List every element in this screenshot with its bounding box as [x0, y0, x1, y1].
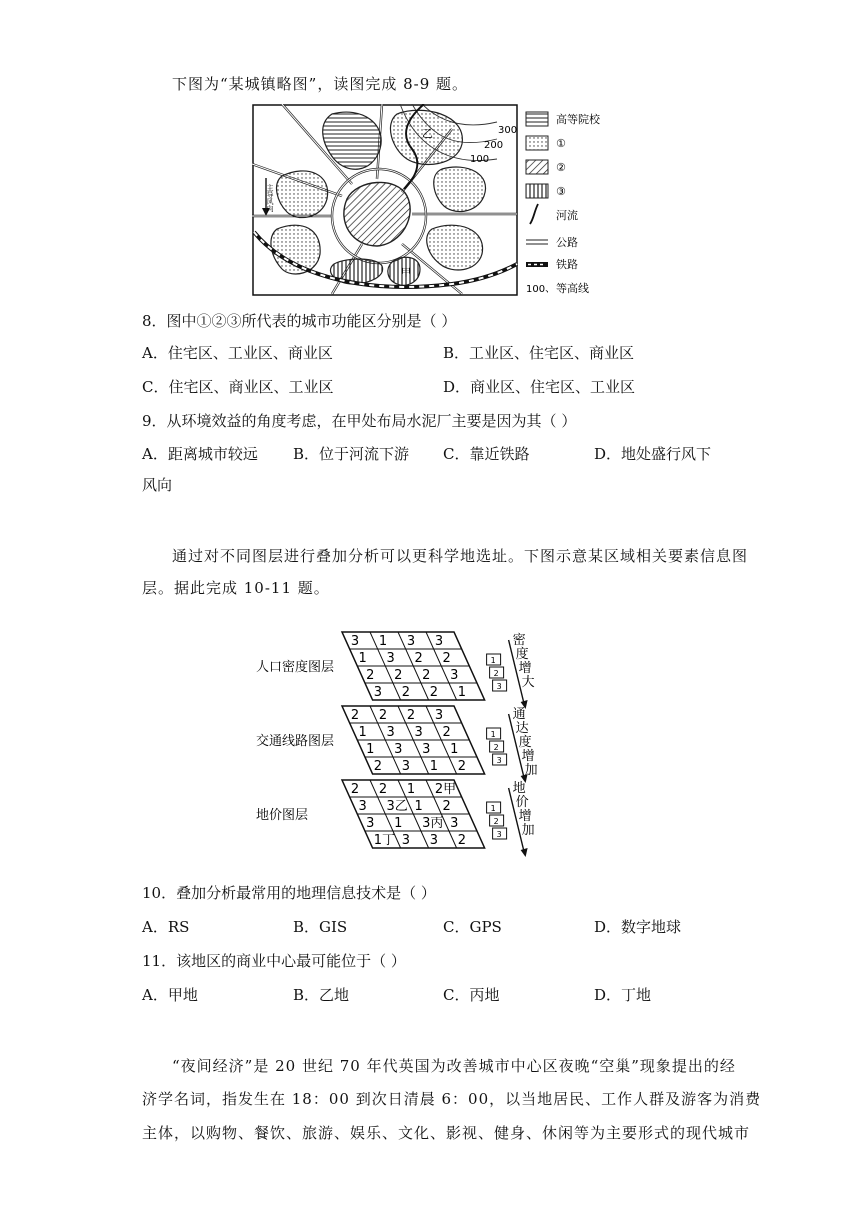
grid-cell: 3: [386, 725, 395, 740]
key-value: 1: [490, 656, 496, 665]
grid-cell: 1: [358, 651, 367, 666]
q9-option-c[interactable]: C．靠近铁路: [443, 445, 530, 463]
q9-stem: 9．从环境效益的角度考虑，在甲处布局水泥厂主要是因为其（ ）: [142, 412, 577, 430]
town-map-figure: [252, 104, 622, 300]
grid-cell: 1: [406, 782, 416, 797]
side-label-char: 价: [515, 795, 529, 810]
grid-cell: 1: [358, 725, 367, 740]
grid-cell: 3: [414, 725, 423, 740]
q11-option-c[interactable]: C．丙地: [443, 986, 500, 1004]
legend-road: 公路: [556, 236, 578, 249]
grid-cell: 2: [373, 759, 383, 774]
grid-cell: 2: [457, 759, 467, 774]
side-label-char: 密: [512, 633, 526, 648]
q11-option-d[interactable]: D．丁地: [594, 986, 652, 1004]
grid-cell: 3: [350, 634, 360, 649]
place-jia: 甲: [401, 268, 411, 279]
side-label-char: 度: [515, 647, 529, 662]
contour-label-200: 200: [484, 140, 504, 151]
legend-2: ②: [556, 161, 566, 174]
grid-cell: 3: [401, 759, 411, 774]
legend-river: 河流: [556, 209, 578, 222]
grid-cell: 2: [378, 708, 388, 723]
grid-cell: 2甲: [434, 782, 457, 797]
grid-cell: 3: [394, 742, 403, 757]
grid-cell: 2: [378, 782, 388, 797]
grid-cell: 2: [394, 668, 403, 683]
grid-cell: 2: [442, 799, 451, 814]
grid-cell: 1: [414, 799, 423, 814]
grid-cell: 2: [442, 725, 451, 740]
key-value: 3: [496, 682, 502, 691]
grid-cell: 2: [429, 685, 439, 700]
contour-label-300: 300: [498, 125, 518, 136]
grid-cell: 3: [366, 816, 375, 831]
side-label-char: 通: [512, 707, 526, 722]
grid-cell: 3: [358, 799, 367, 814]
q10-option-d[interactable]: D．数字地球: [594, 918, 682, 936]
grid-cell: 2: [350, 782, 360, 797]
contour-label-100: 100: [470, 154, 490, 165]
side-label-char: 增: [518, 809, 532, 824]
q8-option-b[interactable]: B．工业区、住宅区、商业区: [443, 344, 635, 362]
grid-cell: 1: [394, 816, 403, 831]
key-value: 1: [490, 730, 496, 739]
night-economy-line3: 主体，以购物、餐饮、旅游、娱乐、文化、影视、健身、休闲等为主要形式的现代城市: [142, 1124, 751, 1142]
q10-option-b[interactable]: B．GIS: [293, 918, 348, 936]
layer-1: [256, 632, 535, 709]
grid-cell: 1丁: [373, 833, 396, 848]
layer-2: [256, 706, 538, 783]
grid-cell: 1: [457, 685, 467, 700]
side-label-char: 达: [515, 721, 529, 736]
q9-option-d[interactable]: D．地处盛行风下: [594, 445, 712, 463]
grid-cell: 2: [422, 668, 431, 683]
key-value: 1: [490, 804, 496, 813]
grid-cell: 3: [434, 708, 444, 723]
side-label-char: 大: [521, 675, 535, 690]
grid-cell: 2: [366, 668, 375, 683]
grid-cell: 2: [401, 685, 411, 700]
q10-stem: 10．叠加分析最常用的地理信息技术是（ ）: [142, 884, 436, 902]
intro-text-10-11-line2: 层。据此完成 10-11 题。: [142, 579, 330, 597]
grid-cell: 2: [442, 651, 451, 666]
legend-contour: 等高线: [556, 282, 589, 295]
q8-option-a[interactable]: A．住宅区、工业区、商业区: [142, 344, 333, 362]
key-value: 2: [493, 669, 499, 678]
legend-1: ①: [556, 137, 566, 150]
grid-cell: 3: [373, 685, 383, 700]
map-legend: [526, 112, 601, 295]
night-economy-line2: 济学名词，指发生在 18：00 到次日清晨 6：00，以当地居民、工作人群及游客为消费: [142, 1090, 762, 1108]
grid-cell: 3: [429, 833, 439, 848]
grid-cell: 2: [350, 708, 360, 723]
place-yi: 乙: [422, 127, 433, 140]
intro-text-10-11-line1: 通过对不同图层进行叠加分析可以更科学地选址。下图示意某区域相关要素信息图: [172, 547, 749, 565]
grid-cell: 1: [429, 759, 439, 774]
key-value: 3: [496, 830, 502, 839]
q8-option-d[interactable]: D．商业区、住宅区、工业区: [443, 378, 636, 396]
grid-cell: 3: [450, 816, 459, 831]
key-value: 2: [493, 817, 499, 826]
grid-cell: 3丙: [422, 816, 444, 831]
layer-name: 交通线路图层: [256, 734, 335, 749]
q11-option-b[interactable]: B．乙地: [293, 986, 350, 1004]
side-label-char: 加: [524, 763, 538, 778]
q11-stem: 11．该地区的商业中心最可能位于（ ）: [142, 952, 406, 970]
grid-cell: 1: [378, 634, 388, 649]
legend-university: 高等院校: [556, 113, 600, 126]
layer-3: [256, 780, 535, 857]
q9-option-b[interactable]: B．位于河流下游: [293, 445, 410, 463]
intro-text-8-9: 下图为“某城镇略图”，读图完成 8-9 题。: [172, 75, 469, 93]
legend-3: ③: [556, 185, 566, 198]
grid-cell: 2: [457, 833, 467, 848]
legend-contour-sample: 100、: [526, 284, 556, 295]
grid-cell: 3: [422, 742, 431, 757]
q8-option-c[interactable]: C．住宅区、商业区、工业区: [142, 378, 334, 396]
layer-overlay-figure: [256, 628, 616, 864]
wind-label: 主导风向: [266, 184, 274, 212]
side-label-char: 加: [521, 823, 535, 838]
side-label-char: 地: [512, 781, 526, 796]
grid-cell: 3: [450, 668, 459, 683]
grid-cell: 2: [406, 708, 416, 723]
q11-option-a[interactable]: A．甲地: [142, 986, 198, 1004]
legend-railway: 铁路: [556, 258, 578, 271]
side-label-char: 度: [518, 735, 532, 750]
grid-cell: 2: [414, 651, 423, 666]
q9-option-a[interactable]: A．距离城市较远: [142, 445, 258, 463]
increase-arrowhead: [521, 848, 528, 857]
grid-cell: 1: [450, 742, 459, 757]
grid-cell: 1: [366, 742, 375, 757]
layer-name: 地价图层: [256, 808, 309, 823]
q9-option-d-wrap: 风向: [142, 476, 173, 494]
grid-cell: 3: [434, 634, 444, 649]
grid-cell: 3: [401, 833, 411, 848]
key-value: 2: [493, 743, 499, 752]
grid-cell: 3: [406, 634, 416, 649]
q10-option-a[interactable]: A．RS: [142, 918, 190, 936]
grid-cell: 3乙: [386, 799, 408, 814]
layer-name: 人口密度图层: [256, 660, 335, 675]
key-value: 3: [496, 756, 502, 765]
q10-option-c[interactable]: C．GPS: [443, 918, 502, 936]
grid-cell: 3: [386, 651, 395, 666]
side-label-char: 增: [521, 749, 535, 764]
side-label-char: 增: [518, 661, 532, 676]
night-economy-line1: “夜间经济”是 20 世纪 70 年代英国为改善城市中心区夜晚“空巢”现象提出的经: [172, 1057, 736, 1075]
q8-stem: 8．图中①②③所代表的城市功能区分别是（ ）: [142, 312, 457, 330]
